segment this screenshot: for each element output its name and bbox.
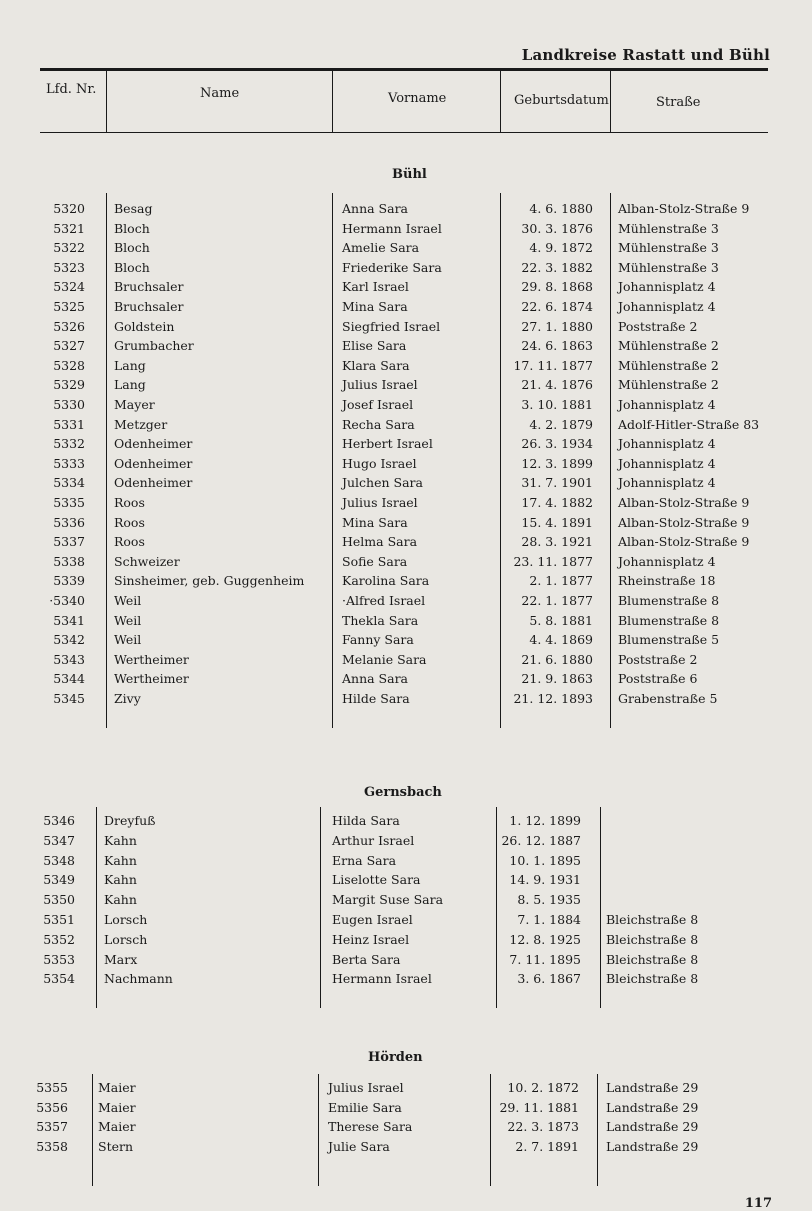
row-name: Grumbacher [114,338,194,353]
row-number: 5336 [53,515,85,530]
table-row [0,299,812,318]
table-row [0,358,812,377]
row-birthdate: 3. 10. 1881 [521,397,593,412]
row-birthdate: 3. 6. 1867 [517,971,581,986]
row-number: 5324 [53,279,85,294]
row-name: Odenheimer [114,475,193,490]
table-row [0,853,812,872]
row-street: Mühlenstraße 3 [618,221,719,236]
table-row [0,691,812,710]
row-name: Marx [104,952,138,967]
row-name: Lorsch [104,932,148,947]
row-birthdate: 29. 8. 1868 [521,279,593,294]
row-name: Goldstein [114,319,175,334]
row-vorname: Julius Israel [328,1080,404,1095]
row-birthdate: 27. 1. 1880 [521,319,593,334]
row-street: Blumenstraße 8 [618,593,720,608]
row-vorname: Mina Sara [342,299,408,314]
row-number: 5349 [43,872,75,887]
row-vorname: Melanie Sara [342,652,427,667]
row-birthdate: 23. 11. 1877 [513,554,593,569]
row-number: 5342 [53,632,85,647]
row-birthdate: 21. 4. 1876 [521,377,593,392]
table-row [0,652,812,671]
row-number: 5341 [53,613,85,628]
row-vorname: Berta Sara [332,952,401,967]
row-birthdate: 10. 2. 1872 [507,1080,579,1095]
table-row [0,260,812,279]
row-name: Wertheimer [114,652,189,667]
table-row [0,912,812,931]
row-number: 5346 [43,813,75,828]
header-top-rule [40,68,768,71]
row-vorname: Sofie Sara [342,554,408,569]
row-name: Kahn [104,892,137,907]
table-row [0,377,812,396]
table-row [0,892,812,911]
row-birthdate: 14. 9. 1931 [509,872,581,887]
col-header-strasse: Straße [656,95,701,110]
row-number: 5355 [36,1080,68,1095]
page-number: 117 [744,1196,772,1211]
col-header-name: Name [200,86,240,101]
row-name: Schweizer [114,554,180,569]
table-row [0,971,812,990]
row-number: 5325 [53,299,85,314]
row-name: Odenheimer [114,456,193,471]
row-birthdate: 8. 5. 1935 [517,892,581,907]
row-number: 5335 [53,495,85,510]
row-street: Mühlenstraße 2 [618,358,719,373]
row-name: Bloch [114,240,150,255]
row-birthdate: 21. 9. 1863 [521,671,593,686]
region-title: Landkreise Rastatt und Bühl [521,46,770,64]
row-birthdate: 12. 8. 1925 [509,932,581,947]
row-vorname: Julie Sara [328,1139,390,1154]
row-street: Johannisplatz 4 [618,397,716,412]
row-name: Roos [114,495,145,510]
row-vorname: Hermann Israel [342,221,442,236]
row-vorname: Karolina Sara [342,573,430,588]
row-street: Landstraße 29 [606,1080,699,1095]
row-street: Blumenstraße 5 [618,632,720,647]
table-row [0,1100,812,1119]
row-vorname: Josef Israel [342,397,414,412]
row-name: Weil [114,632,142,647]
row-vorname: Heinz Israel [332,932,410,947]
table-row [0,952,812,971]
row-street: Poststraße 6 [618,671,698,686]
row-number: 5352 [43,932,75,947]
row-birthdate: 21. 6. 1880 [521,652,593,667]
row-street: Bleichstraße 8 [606,912,699,927]
row-number: 5322 [53,240,85,255]
row-number: 5339 [53,573,85,588]
row-vorname: Amelie Sara [342,240,420,255]
row-name: Zivy [114,691,141,706]
row-number: 5331 [53,417,85,432]
col-header-geburtsdatum: Geburtsdatum [514,93,609,108]
row-street: Landstraße 29 [606,1119,699,1134]
section-title: Gernsbach [364,785,442,800]
row-vorname: Julius Israel [342,377,418,392]
row-birthdate: 26. 3. 1934 [521,436,593,451]
table-row [0,221,812,240]
table-row [0,240,812,259]
row-street: Mühlenstraße 3 [618,240,719,255]
row-street: Poststraße 2 [618,652,698,667]
table-row [0,338,812,357]
table-row [0,1080,812,1099]
row-number: 5337 [53,534,85,549]
row-street: Grabenstraße 5 [618,691,718,706]
row-street: Mühlenstraße 3 [618,260,719,275]
row-number: 5345 [53,691,85,706]
row-name: Wertheimer [114,671,189,686]
table-row [0,515,812,534]
row-birthdate: 17. 11. 1877 [513,358,593,373]
row-birthdate: 17. 4. 1882 [521,495,593,510]
row-number: 5354 [43,971,75,986]
table-row [0,872,812,891]
row-birthdate: 22. 3. 1882 [521,260,593,275]
table-row [0,932,812,951]
table-row [0,456,812,475]
row-name: Sinsheimer, geb. Guggenheim [114,573,305,588]
row-number: 5329 [53,377,85,392]
row-birthdate: 22. 1. 1877 [521,593,593,608]
row-number: 5356 [36,1100,68,1115]
row-number: 5351 [43,912,75,927]
row-vorname: Arthur Israel [332,833,415,848]
row-vorname: ·Alfred Israel [342,593,426,608]
row-street: Bleichstraße 8 [606,971,699,986]
row-number: 5333 [53,456,85,471]
row-number: 5350 [43,892,75,907]
row-vorname: Thekla Sara [342,613,419,628]
row-vorname: Julchen Sara [342,475,423,490]
row-number: 5358 [36,1139,68,1154]
row-vorname: Hilde Sara [342,691,410,706]
row-name: Besag [114,201,153,216]
row-street: Landstraße 29 [606,1139,699,1154]
row-name: Bloch [114,221,150,236]
row-vorname: Anna Sara [342,671,408,686]
row-street: Poststraße 2 [618,319,698,334]
row-number: 5338 [53,554,85,569]
row-street: Alban-Stolz-Straße 9 [618,201,750,216]
row-birthdate: 10. 1. 1895 [509,853,581,868]
row-number: 5330 [53,397,85,412]
row-vorname: Therese Sara [328,1119,413,1134]
table-row [0,319,812,338]
row-vorname: Klara Sara [342,358,410,373]
table-row [0,671,812,690]
row-birthdate: 31. 7. 1901 [521,475,593,490]
row-birthdate: 4. 6. 1880 [529,201,593,216]
col-header-lfd-nr: Lfd. Nr. [46,82,97,97]
header-divider [610,70,611,132]
row-birthdate: 21. 12. 1893 [513,691,593,706]
row-number: 5357 [36,1119,68,1134]
row-street: Johannisplatz 4 [618,299,716,314]
row-number: 5343 [53,652,85,667]
row-birthdate: 24. 6. 1863 [521,338,593,353]
row-vorname: Julius Israel [342,495,418,510]
row-birthdate: 28. 3. 1921 [521,534,593,549]
row-vorname: Karl Israel [342,279,409,294]
row-street: Bleichstraße 8 [606,952,699,967]
header-divider [106,70,107,132]
row-street: Bleichstraße 8 [606,932,699,947]
row-number: 5328 [53,358,85,373]
table-row [0,417,812,436]
row-street: Johannisplatz 4 [618,279,716,294]
row-vorname: Friederike Sara [342,260,442,275]
row-name: Lang [114,377,146,392]
table-row [0,613,812,632]
row-name: Odenheimer [114,436,193,451]
row-number: 5344 [53,671,85,686]
table-row [0,201,812,220]
row-vorname: Helma Sara [342,534,418,549]
row-name: Bruchsaler [114,279,184,294]
row-name: Bruchsaler [114,299,184,314]
row-birthdate: 22. 3. 1873 [507,1119,579,1134]
row-street: Alban-Stolz-Straße 9 [618,515,750,530]
row-vorname: Emilie Sara [328,1100,402,1115]
row-birthdate: 4. 9. 1872 [529,240,593,255]
row-name: Weil [114,593,142,608]
row-vorname: Liselotte Sara [332,872,421,887]
row-number: ·5340 [49,593,85,608]
row-birthdate: 4. 4. 1869 [529,632,593,647]
row-number: 5327 [53,338,85,353]
row-vorname: Hermann Israel [332,971,432,986]
row-street: Adolf-Hitler-Straße 83 [618,417,760,432]
header-bottom-rule [40,132,768,133]
table-row [0,397,812,416]
row-name: Lorsch [104,912,148,927]
row-vorname: Anna Sara [342,201,408,216]
row-street: Alban-Stolz-Straße 9 [618,534,750,549]
table-row [0,554,812,573]
row-street: Mühlenstraße 2 [618,377,719,392]
row-birthdate: 12. 3. 1899 [521,456,593,471]
row-vorname: Elise Sara [342,338,407,353]
table-row [0,495,812,514]
row-number: 5320 [53,201,85,216]
row-birthdate: 26. 12. 1887 [501,833,581,848]
row-birthdate: 2. 7. 1891 [515,1139,579,1154]
row-name: Roos [114,515,145,530]
row-number: 5347 [43,833,75,848]
table-row [0,593,812,612]
row-street: Landstraße 29 [606,1100,699,1115]
row-name: Metzger [114,417,168,432]
row-birthdate: 2. 1. 1877 [529,573,593,588]
row-name: Maier [98,1119,136,1134]
row-name: Roos [114,534,145,549]
row-name: Kahn [104,833,137,848]
row-number: 5334 [53,475,85,490]
row-number: 5326 [53,319,85,334]
row-vorname: Hilda Sara [332,813,400,828]
row-street: Johannisplatz 4 [618,475,716,490]
row-name: Nachmann [104,971,173,986]
row-street: Johannisplatz 4 [618,456,716,471]
row-name: Mayer [114,397,155,412]
row-number: 5323 [53,260,85,275]
table-row [0,632,812,651]
row-vorname: Eugen Israel [332,912,413,927]
table-row [0,279,812,298]
row-name: Maier [98,1080,136,1095]
table-row [0,813,812,832]
row-street: Rheinstraße 18 [618,573,716,588]
table-row [0,833,812,852]
row-vorname: Hugo Israel [342,456,417,471]
row-name: Weil [114,613,142,628]
row-vorname: Margit Suse Sara [332,892,444,907]
row-birthdate: 1. 12. 1899 [509,813,581,828]
row-vorname: Fanny Sara [342,632,414,647]
row-vorname: Mina Sara [342,515,408,530]
row-street: Johannisplatz 4 [618,436,716,451]
row-name: Kahn [104,853,137,868]
row-birthdate: 29. 11. 1881 [499,1100,579,1115]
table-row [0,1119,812,1138]
header-divider [332,70,333,132]
row-name: Stern [98,1139,134,1154]
row-number: 5348 [43,853,75,868]
row-birthdate: 4. 2. 1879 [529,417,593,432]
table-row [0,534,812,553]
row-street: Alban-Stolz-Straße 9 [618,495,750,510]
row-name: Lang [114,358,146,373]
section-title: Bühl [392,167,427,182]
row-vorname: Siegfried Israel [342,319,441,334]
row-street: Blumenstraße 8 [618,613,720,628]
row-name: Kahn [104,872,137,887]
table-row [0,475,812,494]
header-divider [500,70,501,132]
row-vorname: Erna Sara [332,853,397,868]
row-name: Dreyfuß [104,813,156,828]
row-number: 5353 [43,952,75,967]
row-name: Maier [98,1100,136,1115]
table-row [0,436,812,455]
row-street: Mühlenstraße 2 [618,338,719,353]
row-street: Johannisplatz 4 [618,554,716,569]
row-birthdate: 30. 3. 1876 [521,221,593,236]
col-header-vorname: Vorname [388,91,447,106]
row-number: 5332 [53,436,85,451]
section-title: Hörden [368,1050,423,1065]
row-vorname: Herbert Israel [342,436,433,451]
row-birthdate: 15. 4. 1891 [521,515,593,530]
row-birthdate: 7. 11. 1895 [509,952,581,967]
table-row [0,573,812,592]
row-name: Bloch [114,260,150,275]
row-vorname: Recha Sara [342,417,415,432]
table-row [0,1139,812,1158]
row-birthdate: 22. 6. 1874 [521,299,593,314]
row-birthdate: 7. 1. 1884 [517,912,581,927]
row-number: 5321 [53,221,85,236]
row-birthdate: 5. 8. 1881 [529,613,593,628]
